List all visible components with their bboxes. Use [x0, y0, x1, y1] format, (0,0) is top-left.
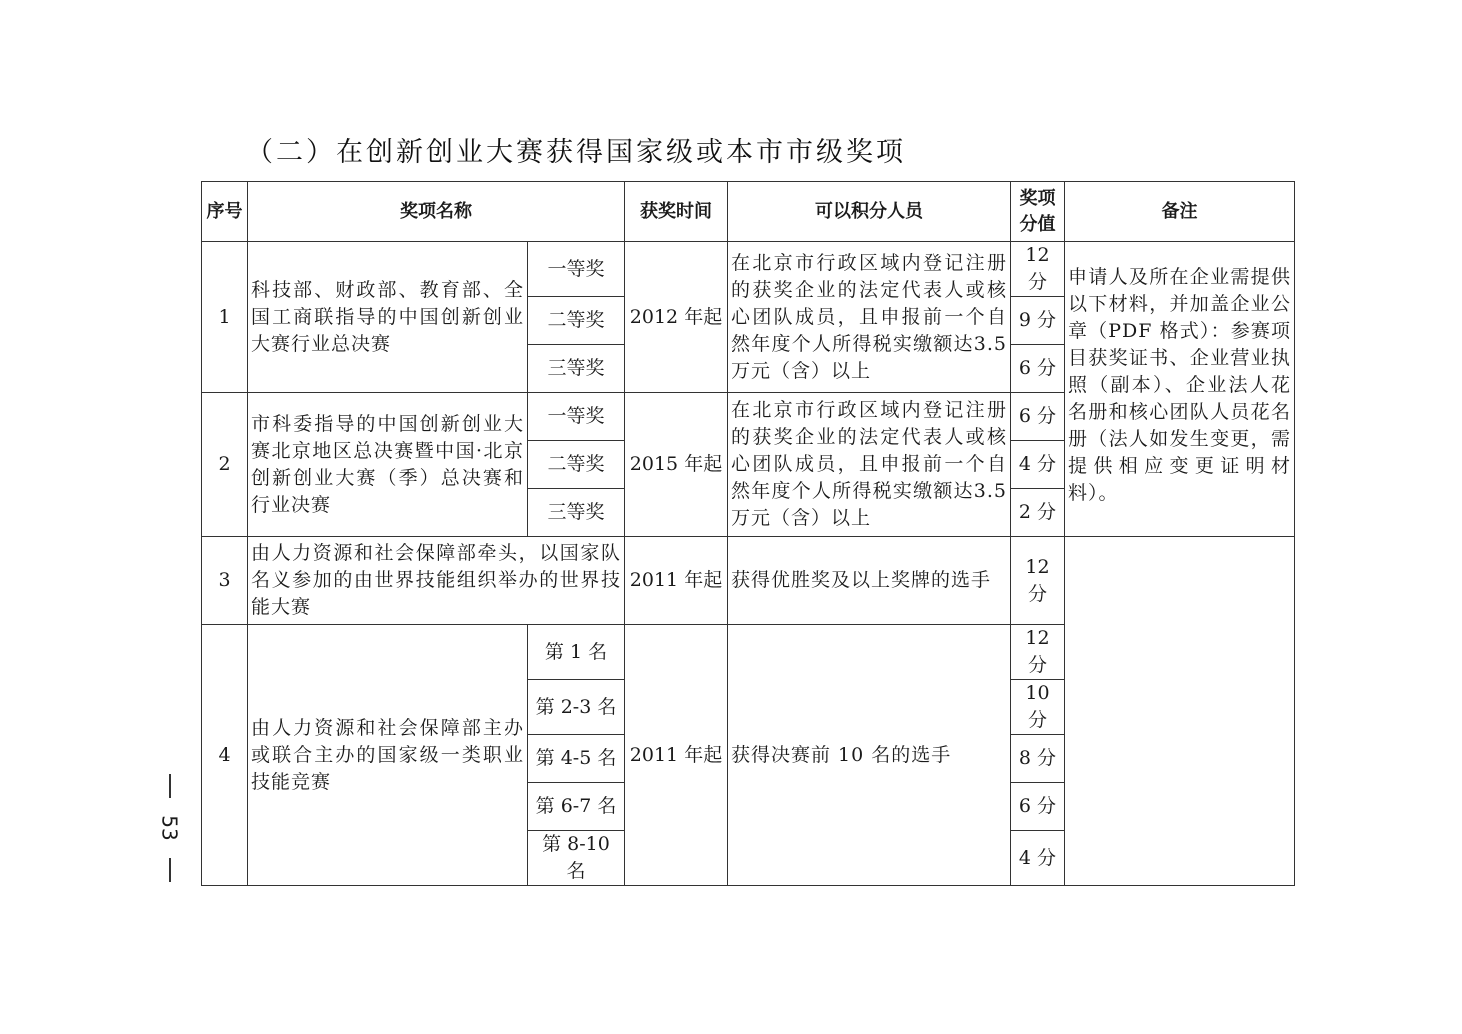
- header-award-time: 获奖时间: [625, 182, 728, 242]
- header-notes: 备注: [1065, 182, 1295, 242]
- row4-grade-4: 第 6-7 名: [528, 783, 625, 831]
- row2-points-2: 4 分: [1011, 441, 1065, 489]
- row4-eligible: 获得决赛前 10 名的选手: [728, 625, 1011, 886]
- row2-points-3: 2 分: [1011, 489, 1065, 537]
- row4-grade-5: 第 8-10 名: [528, 831, 625, 886]
- row1-award-time: 2012 年起: [625, 242, 728, 393]
- row1-seq: 1: [202, 242, 248, 393]
- row4-points-4: 6 分: [1011, 783, 1065, 831]
- row4-grade-1: 第 1 名: [528, 625, 625, 680]
- row2-eligible: 在北京市行政区域内登记注册的获奖企业的法定代表人或核心团队成员，且申报前一个自然年度个人所得税实缴额达3.5 万元（含）以上: [728, 393, 1011, 537]
- row4-award-name: 由人力资源和社会保障部主办或联合主办的国家级一类职业技能竞赛: [248, 625, 528, 886]
- row4-grade-2: 第 2-3 名: [528, 680, 625, 735]
- table-row: [202, 242, 1295, 297]
- row4-points-1: 12 分: [1011, 625, 1065, 680]
- award-table: [201, 181, 1295, 886]
- row3-points: 12 分: [1011, 537, 1065, 625]
- row4-points-3: 8 分: [1011, 735, 1065, 783]
- header-award-name: 奖项名称: [248, 182, 625, 242]
- row1-award-name: 科技部、财政部、教育部、全国工商联指导的中国创新创业大赛行业总决赛: [248, 242, 528, 393]
- row2-award-time: 2015 年起: [625, 393, 728, 537]
- row4-grade-3: 第 4-5 名: [528, 735, 625, 783]
- row2-grade-3: 三等奖: [528, 489, 625, 537]
- header-points: 奖项分值: [1011, 182, 1065, 242]
- row2-grade-1: 一等奖: [528, 393, 625, 441]
- header-eligible: 可以积分人员: [728, 182, 1011, 242]
- page-number-dash-bottom: [169, 858, 171, 882]
- row3-eligible: 获得优胜奖及以上奖牌的选手: [728, 537, 1011, 625]
- notes-cell-empty: [1065, 537, 1295, 886]
- row2-award-name: 市科委指导的中国创新创业大赛北京地区总决赛暨中国·北京创新创业大赛（季）总决赛和行业决赛: [248, 393, 528, 537]
- row4-seq: 4: [202, 625, 248, 886]
- row3-award-name: 由人力资源和社会保障部牵头，以国家队名义参加的由世界技能组织举办的世界技能大赛: [248, 537, 625, 625]
- row1-eligible: 在北京市行政区域内登记注册的获奖企业的法定代表人或核心团队成员，且申报前一个自然年度个人所得税实缴额达3.5 万元（含）以上: [728, 242, 1011, 393]
- row2-seq: 2: [202, 393, 248, 537]
- row1-grade-1: 一等奖: [528, 242, 625, 297]
- page-number-dash-top: [169, 774, 171, 798]
- row1-grade-2: 二等奖: [528, 297, 625, 345]
- row2-grade-2: 二等奖: [528, 441, 625, 489]
- row3-seq: 3: [202, 537, 248, 625]
- row1-points-3: 6 分: [1011, 345, 1065, 393]
- page-number: [155, 774, 185, 886]
- row1-points-1: 12 分: [1011, 242, 1065, 297]
- table-row: [202, 537, 1295, 625]
- row1-points-2: 9 分: [1011, 297, 1065, 345]
- row4-award-time: 2011 年起: [625, 625, 728, 886]
- row4-points-2: 10 分: [1011, 680, 1065, 735]
- section-title: （二）在创新创业大赛获得国家级或本市市级奖项: [246, 137, 906, 168]
- notes-cell: 申请人及所在企业需提供以下材料，并加盖企业公章（PDF 格式）：参赛项目获奖证书、企业营业执照（副本）、企业法人花名册和核心团队人员花名册（法人如发生变更，需提供相应变更证明材料）。: [1065, 242, 1295, 537]
- table-header-row: [202, 182, 1295, 242]
- row4-points-5: 4 分: [1011, 831, 1065, 886]
- page-number-value: 53: [157, 815, 182, 841]
- header-seq: 序号: [202, 182, 248, 242]
- row2-points-1: 6 分: [1011, 393, 1065, 441]
- row3-award-time: 2011 年起: [625, 537, 728, 625]
- row1-grade-3: 三等奖: [528, 345, 625, 393]
